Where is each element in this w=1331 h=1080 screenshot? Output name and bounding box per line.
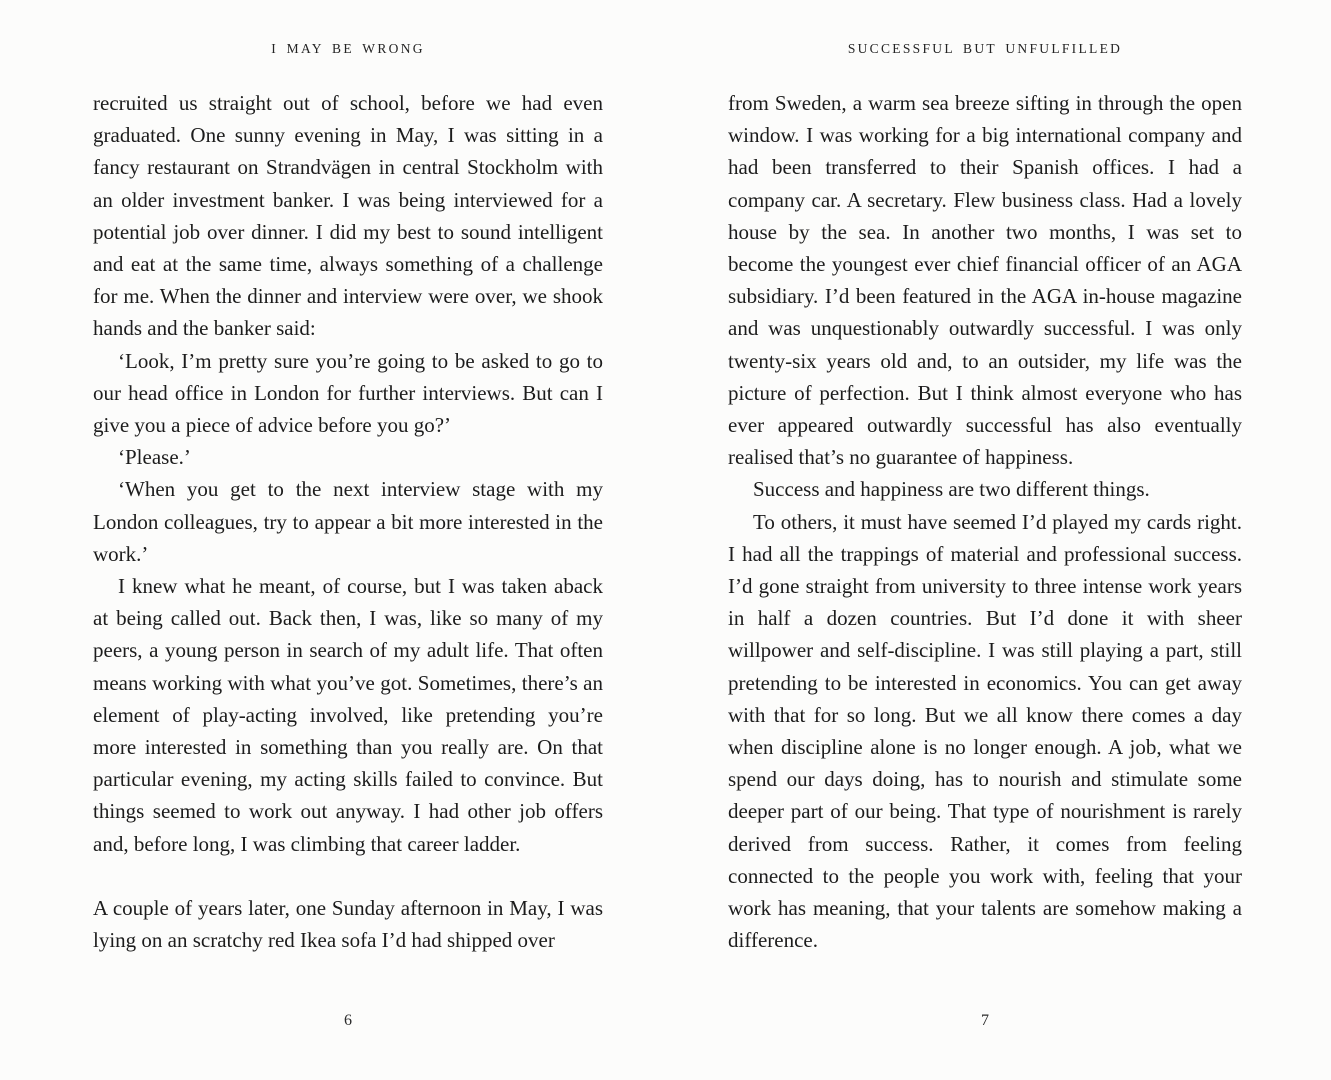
body-text-left bbox=[93, 87, 603, 956]
paragraph: I knew what he meant, of course, but I was taken aback at being called out. Back then, I was, like so many of my peers, a young person in search of my adult life. That often means working with what you’ve got. Sometimes, there’s an element of play-acting involved, like pretending you’re more interested in something than you really are. On that particular evening, my acting skills failed to convince. But things seemed to work out anyway. I had other job offers and, before long, I was climbing that career ladder. bbox=[93, 574, 603, 856]
running-header-left: I MAY BE WRONG bbox=[271, 41, 425, 56]
paragraph: ‘Look, I’m pretty sure you’re going to be asked to go to our head office in London for further interviews. But can I give you a piece of advice before you go?’ bbox=[93, 348, 603, 438]
paragraph: A couple of years later, one Sunday afternoon in May, I was lying on an scratchy red Ikea sofa I’d had shipped over bbox=[93, 896, 603, 953]
page-left bbox=[0, 0, 665, 1080]
paragraph: from Sweden, a warm sea breeze sifting in through the open window. I was working for a big international company and had been transferred to their Spanish offices. I had a company car. A secretary. Flew business class. Had a lovely house by the sea. In another two months, I was set to become the youngest ever chief financial officer of an AGA subsidiary. I’d been featured in the AGA in-house magazine and was unquestionably outwardly successful. I was only twenty-six years old and, to an outsider, my life was the picture of perfection. But I think almost everyone who has ever appeared outwardly successful has also eventually realised that’s no guarantee of happiness. bbox=[728, 91, 1242, 470]
page-number-left: 6 bbox=[344, 1012, 352, 1029]
paragraph: Success and happiness are two different things. bbox=[753, 477, 1150, 502]
body-text-right bbox=[728, 87, 1242, 956]
paragraph: ‘When you get to the next interview stage with my London colleagues, try to appear a bit more interested in the work.’ bbox=[93, 477, 603, 566]
paragraph: ‘Please.’ bbox=[118, 445, 191, 470]
page-right bbox=[665, 0, 1331, 1080]
running-header-right: SUCCESSFUL BUT UNFULFILLED bbox=[847, 41, 1123, 56]
paragraph: To others, it must have seemed I’d played my cards right. I had all the trappings of material and professional success. I’d gone straight from university to three intense work years in half a dozen countries. But I’d done it with sheer willpower and self-discipline. I was still playing a part, still pretending to be interested in economics. You can get away with that for so long. But we all know there comes a day when discipline alone is no longer enough. A job, what we spend our days doing, has to nourish and stimulate some deeper part of our being. That type of nourishment is rarely derived from success. Rather, it comes from feeling connected to the people you work with, feeling that your work has meaning, that your talents are somehow making a difference. bbox=[728, 509, 1242, 953]
page-number-right: 7 bbox=[981, 1012, 989, 1029]
paragraph: recruited us straight out of school, before we had even graduated. One sunny evening in May, I was sitting in a fancy restaurant on Strandvägen in central Stockholm with an older investment banker. I was being interviewed for a potential job over dinner. I did my best to sound intelligent and eat at the same time, always something of a challenge for me. When the dinner and interview were over, we shook hands and the banker said: bbox=[93, 91, 603, 341]
